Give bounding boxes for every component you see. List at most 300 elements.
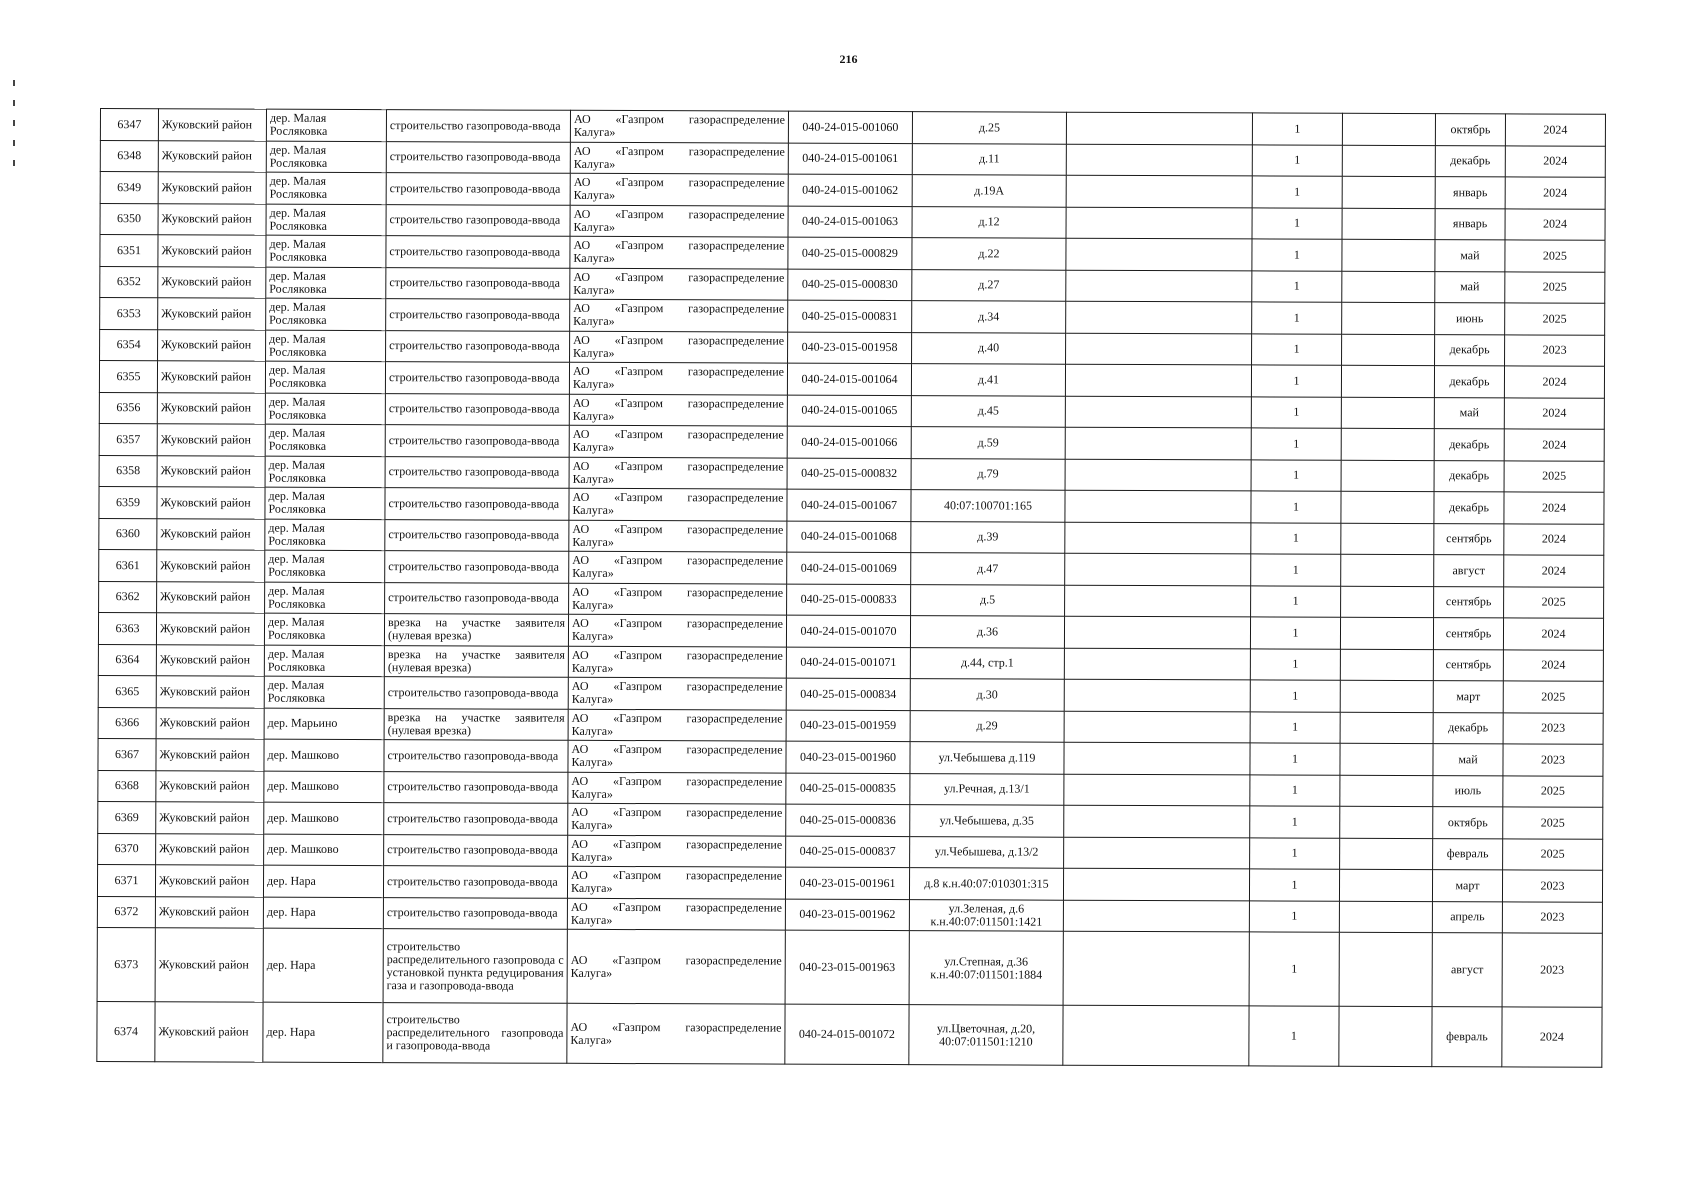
empty-cell (1065, 427, 1251, 459)
organization-cell: АО «Газпром газораспределение Калуга» (569, 551, 787, 583)
request-code-cell: 040-24-015-001071 (786, 647, 910, 679)
organization-cell: АО «Газпром газораспределение Калуга» (569, 583, 787, 615)
month-cell: сентябрь (1433, 649, 1503, 681)
empty-cell (1066, 144, 1252, 176)
empty-cell (1342, 271, 1435, 303)
count-cell: 1 (1250, 774, 1340, 806)
empty-cell (1339, 932, 1432, 1006)
year-cell: 2025 (1505, 240, 1605, 272)
request-code-cell: 040-24-015-001068 (787, 521, 911, 553)
count-cell: 1 (1252, 144, 1342, 176)
empty-cell (1340, 649, 1433, 681)
district-cell: Жуковский район (158, 329, 266, 361)
locality-cell: дер. Малая Росляковка (264, 676, 384, 708)
empty-cell (1064, 648, 1250, 680)
row-number-cell: 6363 (98, 612, 156, 644)
empty-cell (1066, 175, 1252, 207)
month-cell: май (1433, 744, 1503, 776)
year-cell: 2025 (1505, 303, 1605, 335)
district-cell: Жуковский район (155, 865, 263, 897)
empty-cell (1064, 711, 1250, 743)
work-type-cell: строительство газопровода-ввода (385, 393, 569, 425)
empty-cell (1340, 743, 1433, 775)
empty-cell (1064, 616, 1250, 648)
address-cell: д.22 (912, 238, 1066, 270)
empty-cell (1342, 113, 1435, 145)
district-cell: Жуковский район (156, 802, 264, 834)
empty-cell (1066, 238, 1252, 270)
address-cell: ул.Зеленая, д.6 к.н.40:07:011501:1421 (909, 899, 1063, 931)
empty-cell (1063, 868, 1249, 900)
year-cell: 2024 (1505, 208, 1605, 240)
address-cell: д.29 (910, 710, 1064, 742)
address-cell: д.47 (911, 553, 1065, 585)
organization-cell: АО «Газпром газораспределение Калуга» (568, 646, 786, 678)
locality-cell: дер. Малая Росляковка (265, 361, 385, 393)
request-code-cell: 040-23-015-001963 (785, 930, 909, 1004)
row-number-cell: 6372 (97, 896, 155, 928)
count-cell: 1 (1250, 837, 1340, 869)
address-cell: д.36 (910, 616, 1064, 648)
empty-cell (1340, 838, 1433, 870)
empty-cell (1066, 270, 1252, 302)
address-cell: д.59 (911, 427, 1065, 459)
organization-cell: АО «Газпром газораспределение Калуга» (570, 331, 788, 363)
work-type-cell: строительство газопровода-ввода (385, 425, 569, 457)
organization-cell: АО «Газпром газораспределение Калуга» (567, 1003, 785, 1064)
address-cell: д.12 (912, 206, 1066, 238)
row-number-cell: 6353 (100, 298, 158, 330)
row-number-cell: 6348 (100, 140, 158, 172)
locality-cell: дер. Малая Росляковка (265, 393, 385, 425)
work-type-cell: строительство газопровода-ввода (384, 677, 568, 709)
address-cell: д.19А (912, 175, 1066, 207)
address-cell: 40:07:100701:165 (911, 490, 1065, 522)
locality-cell: дер. Машково (264, 802, 384, 834)
request-code-cell: 040-24-015-001065 (787, 395, 911, 427)
count-cell: 1 (1251, 585, 1341, 617)
request-code-cell: 040-24-015-001060 (788, 111, 912, 143)
count-cell: 1 (1249, 932, 1339, 1006)
organization-cell: АО «Газпром газораспределение Калуга» (569, 488, 787, 520)
row-number-cell: 6362 (99, 581, 157, 613)
district-cell: Жуковский район (156, 613, 264, 645)
district-cell: Жуковский район (157, 392, 265, 424)
empty-cell (1340, 806, 1433, 838)
address-cell: ул.Речная, д.13/1 (910, 773, 1064, 805)
district-cell: Жуковский район (158, 235, 266, 267)
request-code-cell: 040-23-015-001958 (788, 332, 912, 364)
empty-cell (1065, 459, 1251, 491)
locality-cell: дер. Нара (263, 897, 383, 929)
month-cell: октябрь (1433, 807, 1503, 839)
month-cell: сентябрь (1433, 618, 1503, 650)
empty-cell (1065, 553, 1251, 585)
work-type-cell: строительство газопровода-ввода (385, 519, 569, 551)
district-cell: Жуковский район (158, 172, 266, 204)
work-type-cell: строительство газопровода-ввода (385, 551, 569, 583)
organization-cell: АО «Газпром газораспределение Калуга» (568, 740, 786, 772)
month-cell: май (1435, 240, 1505, 272)
count-cell: 1 (1251, 428, 1341, 460)
locality-cell: дер. Машково (264, 834, 384, 866)
district-cell: Жуковский район (157, 424, 265, 456)
district-cell: Жуковский район (158, 266, 266, 298)
empty-cell (1341, 586, 1434, 618)
district-cell: Жуковский район (155, 1002, 263, 1062)
work-type-cell: строительство газопровода-ввода (385, 582, 569, 614)
locality-cell: дер. Малая Росляковка (265, 424, 385, 456)
work-type-cell: строительство распределительного газопровода с установкой пункта редуцирования газа и газопровода-ввода (383, 929, 567, 1004)
empty-cell (1342, 145, 1435, 177)
count-cell: 1 (1250, 648, 1340, 680)
district-cell: Жуковский район (155, 928, 263, 1002)
year-cell: 2023 (1503, 744, 1603, 776)
district-cell: Жуковский район (157, 487, 265, 519)
empty-cell (1065, 364, 1251, 396)
year-cell: 2025 (1504, 460, 1604, 492)
empty-cell (1342, 334, 1435, 366)
page-number: 216 (839, 52, 858, 66)
empty-cell (1065, 396, 1251, 428)
month-cell: январь (1435, 208, 1505, 240)
row-number-cell: 6356 (99, 392, 157, 424)
count-cell: 1 (1250, 617, 1340, 649)
locality-cell: дер. Малая Росляковка (264, 613, 384, 645)
month-cell: август (1434, 555, 1504, 587)
request-code-cell: 040-24-015-001061 (788, 143, 912, 175)
work-type-cell: строительство газопровода-ввода (384, 803, 568, 835)
organization-cell: АО «Газпром газораспределение Калуга» (570, 110, 788, 142)
locality-cell: дер. Малая Росляковка (264, 645, 384, 677)
month-cell: апрель (1432, 901, 1502, 933)
empty-cell (1064, 742, 1250, 774)
locality-cell: дер. Малая Росляковка (266, 298, 386, 330)
address-cell: д.25 (912, 112, 1066, 144)
month-cell: февраль (1432, 1007, 1502, 1067)
empty-cell (1341, 491, 1434, 523)
organization-cell: АО «Газпром газораспределение Калуга» (570, 268, 788, 300)
empty-cell (1065, 585, 1251, 617)
address-cell: д.41 (911, 364, 1065, 396)
month-cell: декабрь (1434, 492, 1504, 524)
work-type-cell: строительство газопровода-ввода (383, 866, 567, 898)
request-code-cell: 040-24-015-001066 (787, 426, 911, 458)
work-type-cell: строительство распределительного газопровода и газопровода-ввода (383, 1003, 567, 1064)
address-cell: д.40 (912, 332, 1066, 364)
district-cell: Жуковский район (158, 109, 266, 141)
year-cell: 2024 (1504, 555, 1604, 587)
locality-cell: дер. Малая Росляковка (265, 582, 385, 614)
empty-cell (1063, 931, 1249, 1006)
count-cell: 1 (1250, 680, 1340, 712)
row-number-cell: 6373 (97, 927, 155, 1001)
organization-cell: АО «Газпром газораспределение Калуга» (568, 614, 786, 646)
count-cell: 1 (1252, 239, 1342, 271)
address-cell: д.11 (912, 143, 1066, 175)
locality-cell: дер. Малая Росляковка (266, 204, 386, 236)
month-cell: декабрь (1434, 366, 1504, 398)
month-cell: декабрь (1434, 429, 1504, 461)
row-number-cell: 6359 (99, 486, 157, 518)
request-code-cell: 040-24-015-001070 (786, 615, 910, 647)
empty-cell (1341, 523, 1434, 555)
count-cell: 1 (1251, 554, 1341, 586)
request-code-cell: 040-24-015-001067 (787, 489, 911, 521)
organization-cell: АО «Газпром газораспределение Калуга» (569, 457, 787, 489)
request-code-cell: 040-24-015-001069 (787, 552, 911, 584)
work-type-cell: врезка на участке заявителя (нулевая врезка) (384, 645, 568, 677)
district-cell: Жуковский район (156, 676, 264, 708)
year-cell: 2025 (1504, 586, 1604, 618)
district-cell: Жуковский район (157, 550, 265, 582)
month-cell: декабрь (1433, 712, 1503, 744)
count-cell: 1 (1251, 491, 1341, 523)
district-cell: Жуковский район (157, 581, 265, 613)
row-number-cell: 6354 (100, 329, 158, 361)
organization-cell: АО «Газпром газораспределение Калуга» (568, 803, 786, 835)
empty-cell (1341, 428, 1434, 460)
month-cell: сентябрь (1434, 586, 1504, 618)
row-number-cell: 6360 (99, 518, 157, 550)
empty-cell (1341, 460, 1434, 492)
empty-cell (1065, 490, 1251, 522)
organization-cell: АО «Газпром газораспределение Калуга» (567, 898, 785, 930)
count-cell: 1 (1250, 711, 1340, 743)
locality-cell: дер. Малая Росляковка (265, 456, 385, 488)
table-row (97, 1001, 1602, 1067)
month-cell: декабрь (1435, 145, 1505, 177)
count-cell: 1 (1250, 806, 1340, 838)
count-cell: 1 (1249, 1006, 1339, 1066)
organization-cell: АО «Газпром газораспределение Калуга» (567, 929, 785, 1004)
count-cell: 1 (1252, 302, 1342, 334)
work-type-cell: строительство газопровода-ввода (383, 897, 567, 929)
row-number-cell: 6351 (100, 235, 158, 267)
year-cell: 2024 (1505, 177, 1605, 209)
work-type-cell: строительство газопровода-ввода (386, 267, 570, 299)
month-cell: март (1433, 681, 1503, 713)
request-code-cell: 040-25-015-000831 (788, 300, 912, 332)
locality-cell: дер. Нара (263, 928, 383, 1002)
month-cell: июнь (1435, 303, 1505, 335)
work-type-cell: строительство газопровода-ввода (386, 204, 570, 236)
gasification-schedule-table (96, 108, 1606, 1068)
empty-cell (1340, 712, 1433, 744)
margin-binding-marks (12, 80, 16, 200)
row-number-cell: 6366 (98, 707, 156, 739)
count-cell: 1 (1252, 207, 1342, 239)
row-number-cell: 6364 (98, 644, 156, 676)
work-type-cell: строительство газопровода-ввода (386, 110, 570, 142)
district-cell: Жуковский район (158, 140, 266, 172)
empty-cell (1339, 901, 1432, 933)
row-number-cell: 6358 (99, 455, 157, 487)
locality-cell: дер. Малая Росляковка (266, 109, 386, 141)
empty-cell (1066, 301, 1252, 333)
year-cell: 2024 (1504, 492, 1604, 524)
year-cell: 2023 (1503, 712, 1603, 744)
count-cell: 1 (1252, 333, 1342, 365)
year-cell: 2024 (1504, 429, 1604, 461)
organization-cell: АО «Газпром газораспределение Калуга» (569, 394, 787, 426)
request-code-cell: 040-23-015-001961 (785, 867, 909, 899)
address-cell: д.8 к.н.40:07:010301:315 (909, 868, 1063, 900)
row-number-cell: 6368 (98, 770, 156, 802)
count-cell: 1 (1250, 743, 1340, 775)
organization-cell: АО «Газпром газораспределение Калуга» (567, 866, 785, 898)
year-cell: 2024 (1504, 366, 1604, 398)
work-type-cell: строительство газопровода-ввода (384, 771, 568, 803)
request-code-cell: 040-25-015-000835 (786, 773, 910, 805)
empty-cell (1066, 112, 1252, 144)
count-cell: 1 (1249, 869, 1339, 901)
request-code-cell: 040-25-015-000836 (786, 804, 910, 836)
empty-cell (1064, 679, 1250, 711)
empty-cell (1065, 522, 1251, 554)
request-code-cell: 040-23-015-001962 (785, 899, 909, 931)
empty-cell (1064, 774, 1250, 806)
organization-cell: АО «Газпром газораспределение Калуга» (570, 142, 788, 174)
month-cell: август (1432, 933, 1502, 1007)
work-type-cell: строительство газопровода-ввода (384, 834, 568, 866)
organization-cell: АО «Газпром газораспределение Калуга» (568, 677, 786, 709)
year-cell: 2024 (1504, 397, 1604, 429)
year-cell: 2024 (1503, 649, 1603, 681)
empty-cell (1341, 365, 1434, 397)
year-cell: 2024 (1504, 523, 1604, 555)
month-cell: январь (1435, 177, 1505, 209)
count-cell: 1 (1251, 459, 1341, 491)
district-cell: Жуковский район (158, 203, 266, 235)
count-cell: 1 (1252, 176, 1342, 208)
empty-cell (1064, 805, 1250, 837)
address-cell: ул.Чебышева, д.13/2 (910, 836, 1064, 868)
empty-cell (1063, 900, 1249, 932)
empty-cell (1342, 302, 1435, 334)
count-cell: 1 (1252, 270, 1342, 302)
locality-cell: дер. Малая Росляковка (265, 519, 385, 551)
locality-cell: дер. Малая Росляковка (265, 550, 385, 582)
work-type-cell: строительство газопровода-ввода (385, 456, 569, 488)
request-code-cell: 040-25-015-000833 (787, 584, 911, 616)
month-cell: октябрь (1435, 114, 1505, 146)
organization-cell: АО «Газпром газораспределение Калуга» (569, 425, 787, 457)
address-cell: д.79 (911, 458, 1065, 490)
district-cell: Жуковский район (156, 707, 264, 739)
district-cell: Жуковский район (157, 518, 265, 550)
address-cell: д.27 (912, 269, 1066, 301)
address-cell: ул.Цветочная, д.20, 40:07:011501:1210 (909, 1005, 1063, 1066)
table-body (97, 109, 1606, 1068)
empty-cell (1063, 1005, 1249, 1066)
work-type-cell: строительство газопровода-ввода (386, 299, 570, 331)
year-cell: 2024 (1505, 114, 1605, 146)
empty-cell (1339, 869, 1432, 901)
work-type-cell: строительство газопровода-ввода (386, 173, 570, 205)
empty-cell (1341, 554, 1434, 586)
year-cell: 2025 (1503, 775, 1603, 807)
request-code-cell: 040-23-015-001959 (786, 710, 910, 742)
row-number-cell: 6355 (99, 361, 157, 393)
request-code-cell: 040-25-015-000837 (786, 836, 910, 868)
empty-cell (1340, 775, 1433, 807)
locality-cell: дер. Малая Росляковка (266, 172, 386, 204)
month-cell: февраль (1433, 838, 1503, 870)
year-cell: 2024 (1503, 618, 1603, 650)
request-code-cell: 040-24-015-001063 (788, 206, 912, 238)
address-cell: д.5 (911, 584, 1065, 616)
month-cell: март (1432, 870, 1502, 902)
request-code-cell: 040-25-015-000830 (788, 269, 912, 301)
district-cell: Жуковский район (158, 298, 266, 330)
district-cell: Жуковский район (155, 896, 263, 928)
year-cell: 2025 (1503, 681, 1603, 713)
locality-cell: дер. Малая Росляковка (266, 235, 386, 267)
empty-cell (1064, 837, 1250, 869)
address-cell: д.34 (912, 301, 1066, 333)
address-cell: ул.Степная, д.36 к.н.40:07:011501:1884 (909, 931, 1063, 1006)
district-cell: Жуковский район (156, 739, 264, 771)
year-cell: 2024 (1502, 1007, 1602, 1067)
row-number-cell: 6367 (98, 738, 156, 770)
month-cell: декабрь (1434, 460, 1504, 492)
year-cell: 2023 (1502, 901, 1602, 933)
year-cell: 2025 (1503, 838, 1603, 870)
work-type-cell: строительство газопровода-ввода (386, 330, 570, 362)
request-code-cell: 040-25-015-000832 (787, 458, 911, 490)
empty-cell (1342, 239, 1435, 271)
count-cell: 1 (1251, 365, 1341, 397)
request-code-cell: 040-24-015-001062 (788, 174, 912, 206)
work-type-cell: строительство газопровода-ввода (385, 488, 569, 520)
empty-cell (1342, 208, 1435, 240)
locality-cell: дер. Марьино (264, 708, 384, 740)
year-cell: 2025 (1505, 271, 1605, 303)
month-cell: май (1435, 271, 1505, 303)
year-cell: 2023 (1502, 870, 1602, 902)
address-cell: д.39 (911, 521, 1065, 553)
organization-cell: АО «Газпром газораспределение Калуга» (569, 362, 787, 394)
year-cell: 2024 (1505, 145, 1605, 177)
row-number-cell: 6369 (98, 801, 156, 833)
organization-cell: АО «Газпром газораспределение Калуга» (570, 236, 788, 268)
empty-cell (1340, 617, 1433, 649)
address-cell: д.30 (910, 679, 1064, 711)
row-number-cell: 6374 (97, 1001, 155, 1061)
locality-cell: дер. Нара (263, 865, 383, 897)
row-number-cell: 6349 (100, 172, 158, 204)
month-cell: декабрь (1435, 334, 1505, 366)
month-cell: июль (1433, 775, 1503, 807)
address-cell: д.44, стр.1 (910, 647, 1064, 679)
row-number-cell: 6357 (99, 423, 157, 455)
row-number-cell: 6347 (100, 109, 158, 141)
district-cell: Жуковский район (157, 455, 265, 487)
organization-cell: АО «Газпром газораспределение Калуга» (568, 772, 786, 804)
empty-cell (1066, 333, 1252, 365)
locality-cell: дер. Малая Росляковка (265, 487, 385, 519)
empty-cell (1339, 1006, 1432, 1066)
year-cell: 2023 (1505, 334, 1605, 366)
row-number-cell: 6352 (100, 266, 158, 298)
locality-cell: дер. Нара (263, 1002, 383, 1062)
organization-cell: АО «Газпром газораспределение Калуга» (570, 173, 788, 205)
locality-cell: дер. Малая Росляковка (266, 267, 386, 299)
organization-cell: АО «Газпром газораспределение Калуга» (570, 205, 788, 237)
year-cell: 2025 (1503, 807, 1603, 839)
count-cell: 1 (1252, 113, 1342, 145)
